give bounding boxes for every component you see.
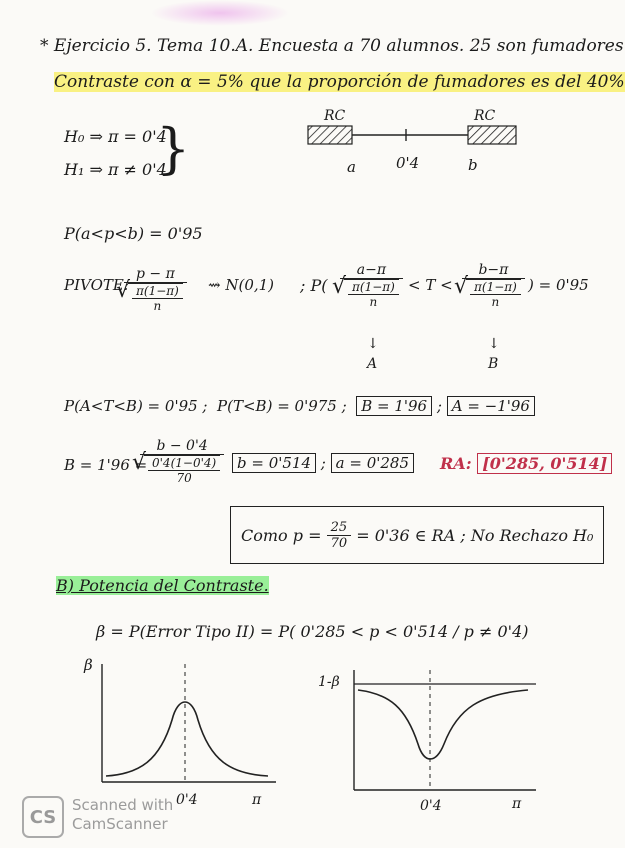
prob-close: ) = 0'95 (528, 276, 589, 294)
left-numerator: a−π (356, 262, 387, 278)
right-den-n: n (470, 294, 521, 309)
right-x-label: π (512, 796, 522, 812)
left-x-tick: 0'4 (176, 792, 198, 808)
label-A: A (367, 356, 378, 372)
separator: ; (320, 454, 326, 472)
arrow-to-B: ↓ (488, 336, 500, 352)
boxed-b-value: b = 0'514 (232, 453, 316, 473)
right-den-inner: √ π(1−π) (474, 280, 517, 294)
label-B: B (488, 356, 499, 372)
left-std-fraction (340, 262, 403, 309)
conclusion-den: 70 (327, 535, 352, 551)
solve-values (232, 454, 414, 472)
rc-right-hatch (468, 126, 516, 144)
prob-open: ; P( (300, 276, 328, 295)
power-curve-graph (340, 660, 540, 796)
exercise-title: * Ejercicio 5. Tema 10.A. Encuesta a 70 alumnos. 25 son fumadores (40, 36, 624, 56)
solve-den-inner: √ 0'4(1−0'4) (152, 456, 217, 470)
hypothesis-h0: H₀ ⇒ π = 0'4 (64, 127, 167, 146)
center-label: 0'4 (396, 154, 420, 172)
watermark-line1: Scanned with (72, 796, 174, 814)
pivot-numerator: p − π (136, 266, 175, 282)
ra-label: RA: (440, 454, 472, 473)
inequality-middle: < T < (408, 276, 453, 294)
boxed-A-value: A = −1'96 (447, 396, 535, 416)
right-numerator: b−π (478, 262, 509, 278)
prob-T-B: P(T<B) = 0'975 ; (217, 397, 347, 415)
point-a-label: a (347, 158, 356, 176)
left-y-label: β (84, 656, 93, 674)
rc-left-hatch (308, 126, 352, 144)
pivot-label: PIVOTE: (64, 276, 129, 294)
power-inverted-curve (358, 690, 528, 759)
boxed-a-value: a = 0'285 (331, 453, 414, 473)
acceptance-region (440, 454, 612, 473)
solve-den-n: 70 (148, 470, 220, 485)
beta-equation: β = P(Error Tipo II) = P( 0'285 < p < 0'514 / p ≠ 0'4) (96, 622, 529, 641)
right-x-tick: 0'4 (420, 798, 442, 814)
highlight-statement: Contraste con α = 5% que la proporción de fumadores es del 40% (54, 72, 625, 92)
right-std-fraction (462, 262, 525, 309)
conclusion-num: 25 (330, 519, 348, 535)
conclusion-prefix: Como p = (241, 525, 322, 545)
left-x-label: π (252, 792, 262, 808)
probability-statement: P(a<p<b) = 0'95 (64, 224, 203, 243)
left-den-inner: √ π(1−π) (352, 280, 395, 294)
separator: ; (436, 397, 442, 415)
left-den-n: n (348, 294, 399, 309)
pivot-fraction (124, 266, 187, 313)
color-smudge (150, 0, 290, 26)
boxed-B-value: B = 1'96 (356, 396, 432, 416)
prob-A-T-B: P(A<T<B) = 0'95 ; (64, 397, 208, 415)
pivot-distribution: ⇝ N(0,1) (208, 276, 275, 294)
pivot-den-n: n (132, 298, 183, 313)
part-b-title (56, 576, 269, 595)
right-y-label: 1-β (318, 674, 340, 690)
conclusion-box (230, 506, 604, 564)
beta-bell-curve (106, 702, 268, 776)
hypotheses-brace: } (156, 117, 191, 180)
rc-left-label: RC (324, 108, 346, 124)
exercise-statement (54, 72, 625, 92)
camscanner-watermark (72, 796, 173, 834)
arrow-to-A: ↓ (367, 336, 379, 352)
point-b-label: b (468, 156, 478, 174)
beta-curve-graph (80, 650, 280, 790)
pivot-den-inner: √ π(1−π) (136, 284, 179, 298)
part-b-highlight: B) Potencia del Contraste. (56, 576, 269, 595)
hypothesis-h1: H₁ ⇒ π ≠ 0'4 (64, 160, 167, 179)
conclusion-suffix: = 0'36 ∈ RA ; No Rechazo H₀ (356, 525, 594, 545)
results-line (64, 397, 535, 415)
solve-lhs: B = 1'96 = (64, 456, 148, 474)
rc-right-label: RC (474, 108, 496, 124)
camscanner-logo: CS (22, 796, 64, 838)
solve-numerator: b − 0'4 (156, 438, 208, 454)
solve-fraction (140, 438, 224, 485)
ra-interval: [0'285, 0'514] (477, 453, 612, 474)
watermark-line2: CamScanner (72, 815, 168, 833)
